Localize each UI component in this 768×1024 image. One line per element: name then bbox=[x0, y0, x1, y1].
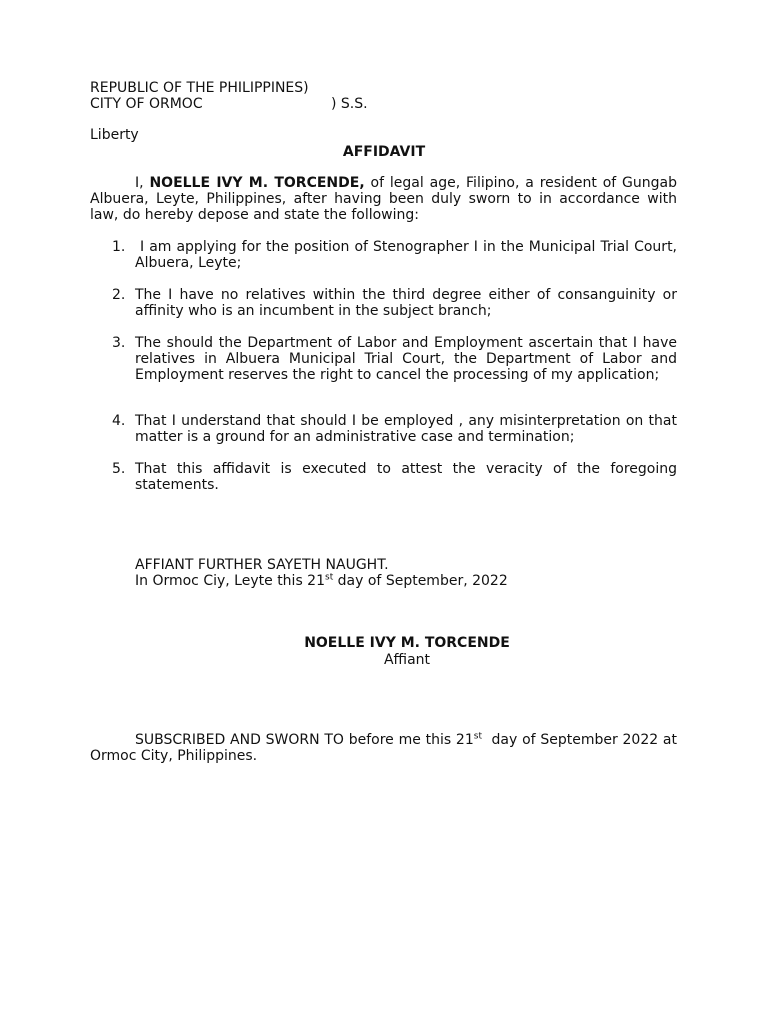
header-ss: ) S.S. bbox=[331, 96, 368, 112]
execution-ordinal: st bbox=[325, 572, 334, 583]
signature-role: Affiant bbox=[383, 652, 431, 668]
affiant-name-inline: NOELLE IVY M. TORCENDE, bbox=[149, 175, 365, 191]
header-city: CITY OF ORMOC bbox=[90, 96, 203, 112]
intro-prefix: I, bbox=[135, 175, 150, 191]
execution-suffix: day of September, 2022 bbox=[333, 573, 508, 589]
list-item-number: 2. bbox=[112, 287, 126, 303]
intro-paragraph bbox=[90, 175, 677, 223]
intro-text: of legal age, Filipino, a resident of Gungab Albuera, Leyte, Philippines, after having been duly sworn to in accordance with law, do hereby depose and state the following: bbox=[90, 175, 678, 223]
list-item-text: The I have no relatives within the third degree either of consanguinity or affinity who is an incumbent in the subject branch; bbox=[135, 287, 677, 319]
affiant-naught: AFFIANT FURTHER SAYETH NAUGHT. bbox=[135, 557, 389, 573]
header-republic: REPUBLIC OF THE PHILIPPINES) bbox=[90, 80, 309, 96]
document-title: AFFIDAVIT bbox=[342, 144, 426, 160]
jurat-suffix: day of September 2022 at Ormoc City, Philippines. bbox=[90, 732, 682, 764]
jurat-ordinal: st bbox=[473, 731, 482, 742]
signature-name: NOELLE IVY M. TORCENDE bbox=[304, 635, 510, 651]
jurat-paragraph bbox=[90, 731, 682, 764]
list-item-text: That this affidavit is executed to attest the veracity of the foregoing statements. bbox=[135, 461, 677, 493]
execution-prefix: In Ormoc Ciy, Leyte this 21 bbox=[135, 573, 325, 589]
execution-place-date bbox=[135, 573, 508, 589]
header-liberty: Liberty bbox=[90, 127, 139, 143]
list-item-number: 4. bbox=[112, 413, 126, 429]
list-item-number: 1. bbox=[112, 239, 126, 255]
list-item-number: 3. bbox=[112, 335, 126, 351]
list-item-text: The should the Department of Labor and Employment ascertain that I have relatives in Albuera Municipal Trial Court, the Department of Labor and Employment reserves the right to cancel the processing of my application; bbox=[135, 335, 677, 383]
list-item-number: 5. bbox=[112, 461, 126, 477]
list-item-text: I am applying for the position of Stenographer I in the Municipal Trial Court, Albuera, Leyte; bbox=[135, 239, 682, 271]
jurat-prefix: SUBSCRIBED AND SWORN TO before me this 21 bbox=[135, 732, 474, 748]
list-item-text: That I understand that should I be employed , any misinterpretation on that matter is a ground for an administrative case and termination; bbox=[135, 413, 677, 445]
